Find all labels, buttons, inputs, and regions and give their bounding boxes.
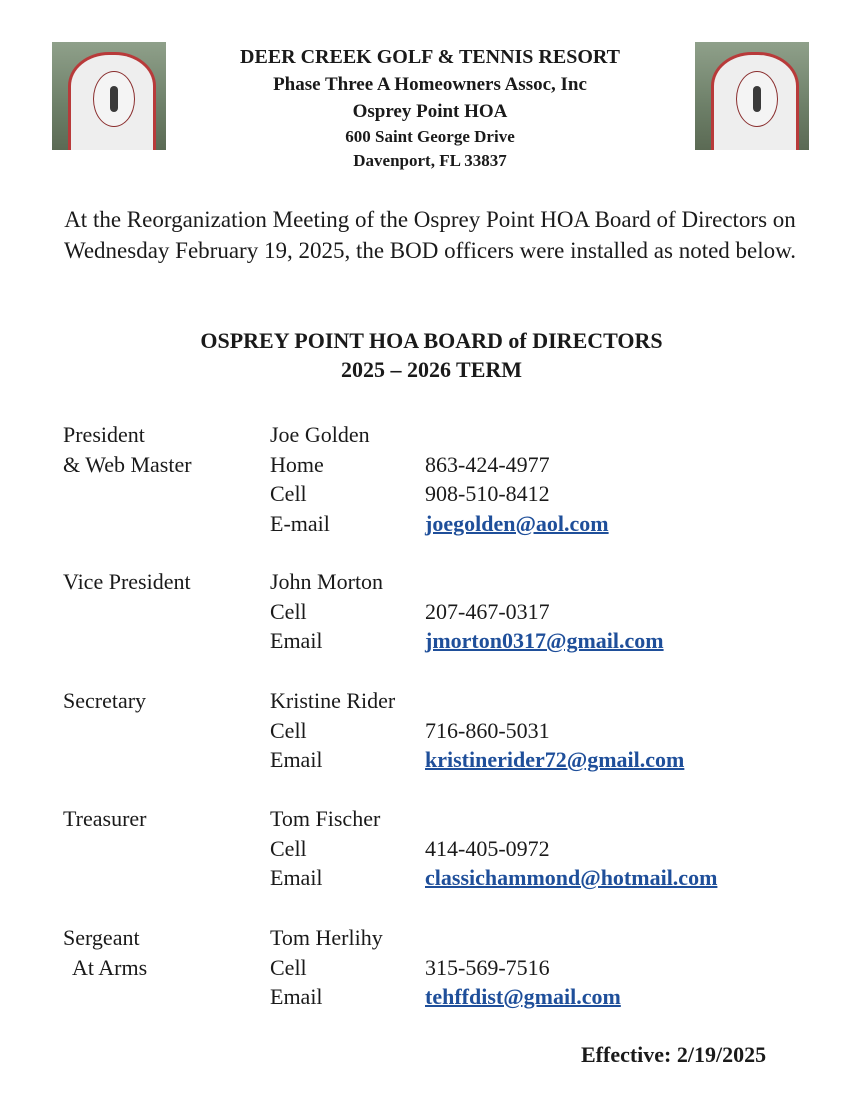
intro-paragraph: At the Reorganization Meeting of the Osprey Point HOA Board of Directors on Wednesday February 19, 2025, the BOD officers were installed as noted below.: [63, 207, 797, 263]
osprey-emblem-icon: [736, 71, 778, 127]
hoa-name: Osprey Point HOA: [352, 101, 508, 122]
officer-role: President: [63, 422, 145, 447]
officer-name: Joe Golden: [270, 422, 370, 447]
contact-label: Cell: [270, 954, 307, 980]
contact-label: Home: [270, 451, 324, 477]
resort-name: DEER CREEK GOLF & TENNIS RESORT: [240, 46, 620, 68]
officer-role: Vice President: [63, 569, 191, 594]
email-link[interactable]: joegolden@aol.com: [425, 510, 609, 536]
osprey-emblem-icon: [93, 71, 135, 127]
logo-right: [695, 42, 809, 150]
contact-label: Cell: [270, 481, 307, 506]
cell-phone: 908-510-8412: [425, 481, 550, 506]
sign-graphic: [68, 52, 156, 150]
officer-role: Sergeant: [63, 925, 140, 950]
cell-phone: 716-860-5031: [425, 717, 550, 743]
officer-name: Kristine Rider: [270, 688, 396, 713]
logo-left: [52, 42, 166, 150]
officer-role-line2: At Arms: [72, 954, 148, 980]
contact-label: Cell: [270, 598, 307, 624]
home-phone: 863-424-4977: [425, 451, 550, 477]
officer-role-line2: & Web Master: [63, 451, 192, 477]
email-link[interactable]: kristinerider72@gmail.com: [425, 747, 685, 772]
board-heading: OSPREY POINT HOA BOARD of DIRECTORS: [200, 328, 663, 353]
cell-phone: 315-569-7516: [425, 954, 550, 980]
contact-label: Email: [270, 865, 323, 890]
effective-date: Effective: 2/19/2025: [581, 1042, 767, 1067]
officer-name: Tom Herlihy: [270, 925, 383, 950]
city-state-zip: Davenport, FL 33837: [353, 151, 507, 170]
contact-label: Cell: [270, 717, 307, 743]
street-address: 600 Saint George Drive: [345, 127, 515, 146]
officer-name: Tom Fischer: [270, 806, 381, 831]
email-link[interactable]: tehffdist@gmail.com: [425, 984, 621, 1009]
contact-label: Cell: [270, 835, 307, 861]
officer-name: John Morton: [270, 569, 384, 594]
contact-label: Email: [270, 984, 323, 1009]
email-link[interactable]: jmorton0317@gmail.com: [425, 628, 664, 653]
letterhead: [180, 44, 680, 173]
officer-role: Treasurer: [63, 806, 147, 831]
contact-label: E-mail: [270, 510, 330, 536]
cell-phone: 414-405-0972: [425, 835, 550, 861]
cell-phone: 207-467-0317: [425, 598, 550, 624]
officer-role: Secretary: [63, 688, 147, 713]
contact-label: Email: [270, 747, 323, 772]
sign-graphic: [711, 52, 799, 150]
contact-label: Email: [270, 628, 323, 653]
association-name: Phase Three A Homeowners Assoc, Inc: [273, 74, 587, 95]
board-term: 2025 – 2026 TERM: [340, 357, 523, 382]
board-title: [0, 326, 863, 384]
email-link[interactable]: classichammond@hotmail.com: [425, 865, 718, 890]
